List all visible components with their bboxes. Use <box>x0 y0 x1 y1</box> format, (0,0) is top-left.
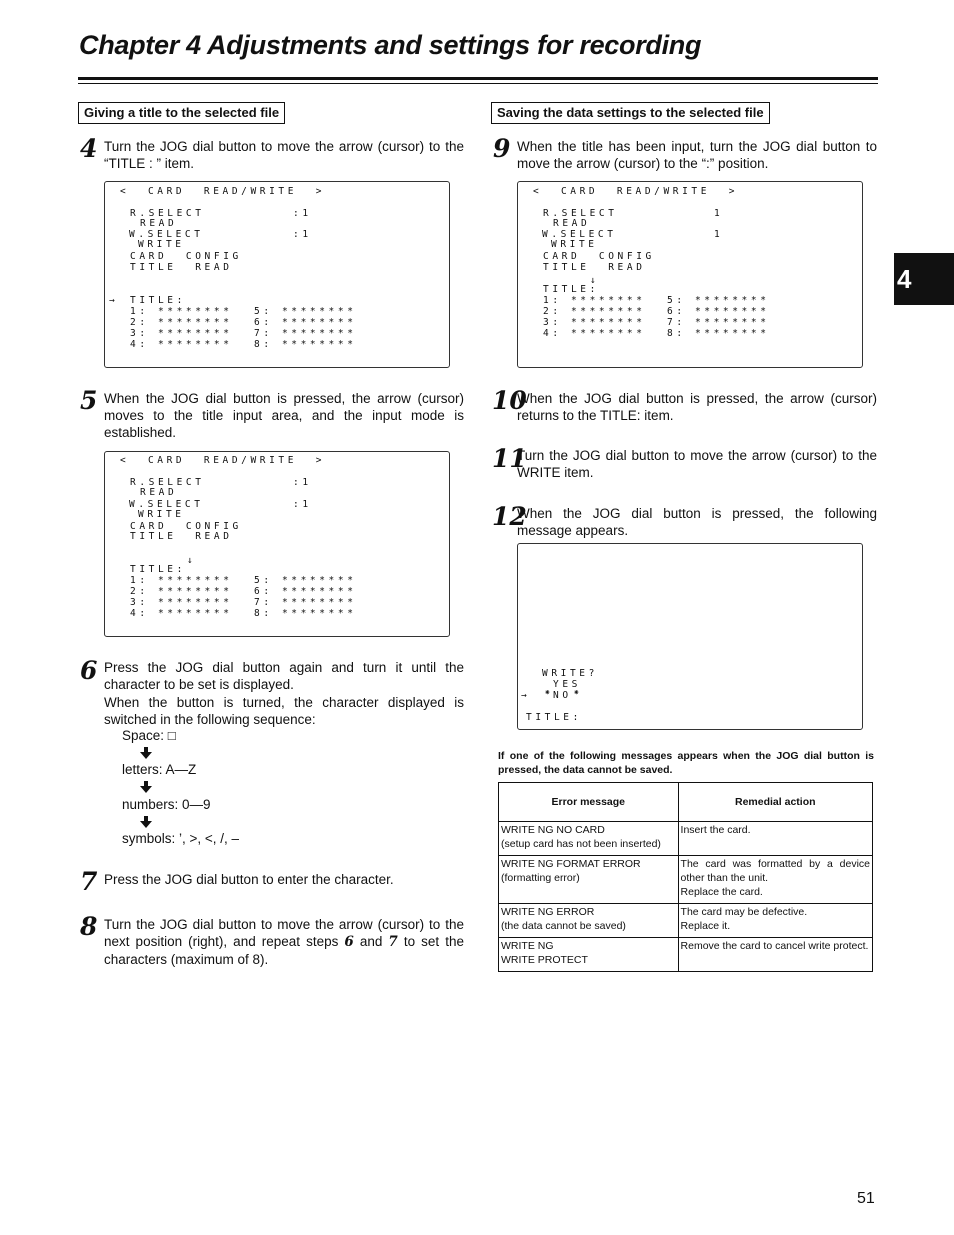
step-ref-6: 6 <box>344 934 354 950</box>
title-slot-1: 1: ******** <box>543 295 646 306</box>
title-slot-7: 7: ******** <box>254 597 357 608</box>
step-number-7: 7 <box>80 867 98 896</box>
cursor-arrow: ↓ <box>187 555 197 566</box>
title-slot-6: 6: ******** <box>254 317 357 328</box>
remedial-action-cell <box>678 938 872 972</box>
title-slot-3: 3: ******** <box>130 328 233 339</box>
w-select-value: :1 <box>293 229 312 240</box>
write-label: WRITE <box>551 239 598 250</box>
col-header-error-message: Error message <box>499 783 679 822</box>
step-text-5: When the JOG dial button is pressed, the arrow (cursor) moves to the title input area, and the input mode is established. <box>104 391 464 440</box>
error-message-line: WRITE NG <box>501 940 554 952</box>
title-label: TITLE: <box>130 564 186 575</box>
sequence-symbols: symbols: ’, >, <, /, – <box>122 831 240 846</box>
table-header-row <box>499 783 873 822</box>
table-row <box>499 822 873 856</box>
remedial-action-line: Replace it. <box>680 920 731 932</box>
step-text-8a: Turn the JOG dial button to move the arrow (cursor) to the next position (right), and repeat steps <box>104 917 464 949</box>
step-number-4: 4 <box>80 134 98 163</box>
title-slot-8: 8: ******** <box>667 328 770 339</box>
step-text-7: Press the JOG dial button to enter the character. <box>104 872 394 887</box>
title-slot-5: 5: ******** <box>254 575 357 586</box>
step-number-5: 5 <box>80 386 98 415</box>
title-slot-1: 1: ******** <box>130 575 233 586</box>
read-label: READ <box>553 218 591 229</box>
read-label: READ <box>140 487 178 498</box>
w-select-value: :1 <box>293 499 312 510</box>
down-arrow-icon <box>140 747 152 759</box>
w-select-value: 1 <box>714 229 724 240</box>
remedial-action-line: The card may be defective. <box>680 906 808 918</box>
flash-right-icon: ⁕ <box>573 688 580 697</box>
title-slot-5: 5: ******** <box>667 295 770 306</box>
error-message-cell <box>499 938 679 972</box>
step-text-8c: to set the characters (maximum of 8). <box>104 934 464 967</box>
step-number-12: 12 <box>492 502 527 531</box>
w-select-label: W.SELECT <box>129 499 204 510</box>
chapter-tab-number: 4 <box>897 263 912 294</box>
header-rule-thick <box>78 77 878 80</box>
sequence-space: Space: □ <box>122 728 176 743</box>
error-message-line: (formatting error) <box>501 872 580 884</box>
chapter-tab <box>894 253 954 305</box>
title-slot-5: 5: ******** <box>254 306 357 317</box>
write-label: WRITE <box>138 239 185 250</box>
flash-left-icon: ⁕ <box>544 688 551 697</box>
read-label: READ <box>140 218 178 229</box>
sequence-numbers: numbers: 0—9 <box>122 797 211 812</box>
table-row <box>499 904 873 938</box>
card-config-label: CARD CONFIG <box>130 521 242 532</box>
error-message-cell <box>499 856 679 904</box>
write-confirm-label: WRITE? <box>542 668 598 679</box>
card-config-label: CARD CONFIG <box>543 251 655 262</box>
step-text-6b: When the button is turned, the character displayed is switched in the following sequence: <box>104 695 464 727</box>
r-select-value: 1 <box>714 208 724 219</box>
error-message-line: WRITE NG ERROR <box>501 906 595 918</box>
title-slot-7: 7: ******** <box>667 317 770 328</box>
w-select-label: W.SELECT <box>542 229 617 240</box>
r-select-value: :1 <box>293 208 312 219</box>
screen-header: < CARD READ/WRITE > <box>120 186 326 197</box>
step-text-6a: Press the JOG dial button again and turn it until the character to be set is displayed. <box>104 660 464 692</box>
remedial-action-line: Replace the card. <box>680 886 763 898</box>
sequence-letters: letters: A—Z <box>122 762 197 777</box>
title-label: TITLE: <box>526 712 582 723</box>
title-slot-3: 3: ******** <box>130 597 233 608</box>
title-read-label: TITLE READ <box>130 262 233 273</box>
error-message-line: WRITE NG NO CARD <box>501 824 605 836</box>
error-message-line: (the data cannot be saved) <box>501 920 626 932</box>
title-slot-1: 1: ******** <box>130 306 233 317</box>
step-number-9: 9 <box>493 134 511 163</box>
step-text-4: Turn the JOG dial button to move the arrow (cursor) to the “TITLE : ” item. <box>104 139 464 171</box>
title-slot-8: 8: ******** <box>254 339 357 350</box>
table-row <box>499 856 873 904</box>
write-label: WRITE <box>138 509 185 520</box>
title-slot-8: 8: ******** <box>254 608 357 619</box>
title-read-label: TITLE READ <box>130 531 233 542</box>
card-config-label: CARD CONFIG <box>130 251 242 262</box>
step-number-11: 11 <box>492 444 527 473</box>
remedial-action-cell <box>678 822 872 856</box>
step-number-8: 8 <box>80 912 98 941</box>
screen-header: < CARD READ/WRITE > <box>120 455 326 466</box>
title-slot-6: 6: ******** <box>667 306 770 317</box>
title-slot-7: 7: ******** <box>254 328 357 339</box>
remedial-action-line: Remove the card to cancel write protect. <box>680 940 869 952</box>
section-title-saving-data: Saving the data settings to the selected file <box>491 102 770 124</box>
remedial-action-cell <box>678 856 872 904</box>
chapter-title: Chapter 4 Adjustments and settings for recording <box>79 30 702 60</box>
title-read-label: TITLE READ <box>543 262 646 273</box>
down-arrow-icon <box>140 816 152 828</box>
menu-screen-2 <box>104 451 450 637</box>
table-row <box>499 938 873 972</box>
step-text-8 <box>104 916 464 968</box>
cursor-arrow: ↓ <box>590 275 600 286</box>
title-label: TITLE: <box>543 284 599 295</box>
step-text-9: When the title has been input, turn the JOG dial button to move the arrow (cursor) to the “:” position. <box>517 139 877 171</box>
r-select-label: R.SELECT <box>130 208 205 219</box>
title-slot-3: 3: ******** <box>543 317 646 328</box>
cursor-arrow: → <box>521 690 531 701</box>
step-text-10: When the JOG dial button is pressed, the arrow (cursor) returns to the TITLE: item. <box>517 391 877 423</box>
step-text-11: Turn the JOG dial button to move the arrow (cursor) to the WRITE item. <box>517 448 877 480</box>
step-text-8b: and <box>353 934 389 949</box>
yes-option: YES <box>553 679 581 690</box>
title-slot-4: 4: ******** <box>543 328 646 339</box>
no-option: NO <box>553 690 572 701</box>
step-number-10: 10 <box>492 386 527 415</box>
w-select-label: W.SELECT <box>129 229 204 240</box>
error-message-cell <box>499 904 679 938</box>
title-slot-4: 4: ******** <box>130 339 233 350</box>
col-header-remedial-action: Remedial action <box>678 783 872 822</box>
error-message-line: (setup card has not been inserted) <box>501 838 661 850</box>
section-title-giving-title: Giving a title to the selected file <box>78 102 285 124</box>
header-rule-thin <box>78 83 878 84</box>
error-message-line: WRITE NG FORMAT ERROR <box>501 858 641 870</box>
error-message-line: WRITE PROTECT <box>501 954 588 966</box>
error-note: If one of the following messages appears when the JOG dial button is pressed, the data cannot be saved. <box>498 750 874 776</box>
remedial-action-line: The card was formatted by a device other than the unit. <box>680 858 870 884</box>
error-table <box>498 782 873 972</box>
title-slot-2: 2: ******** <box>543 306 646 317</box>
error-message-cell <box>499 822 679 856</box>
title-slot-4: 4: ******** <box>130 608 233 619</box>
screen-header: < CARD READ/WRITE > <box>533 186 739 197</box>
remedial-action-cell <box>678 904 872 938</box>
r-select-label: R.SELECT <box>130 477 205 488</box>
title-slot-6: 6: ******** <box>254 586 357 597</box>
cursor-arrow: → <box>109 295 119 306</box>
down-arrow-icon <box>140 781 152 793</box>
remedial-action-line: Insert the card. <box>680 824 751 836</box>
menu-screen-1 <box>104 181 450 368</box>
r-select-label: R.SELECT <box>543 208 618 219</box>
step-text-12: When the JOG dial button is pressed, the following message appears. <box>517 506 877 538</box>
step-ref-7: 7 <box>388 934 398 950</box>
confirm-screen <box>517 543 863 730</box>
menu-screen-3 <box>517 181 863 368</box>
page-number: 51 <box>857 1190 875 1207</box>
step-number-6: 6 <box>80 656 98 685</box>
title-slot-2: 2: ******** <box>130 317 233 328</box>
r-select-value: :1 <box>293 477 312 488</box>
title-label: TITLE: <box>130 295 186 306</box>
title-slot-2: 2: ******** <box>130 586 233 597</box>
